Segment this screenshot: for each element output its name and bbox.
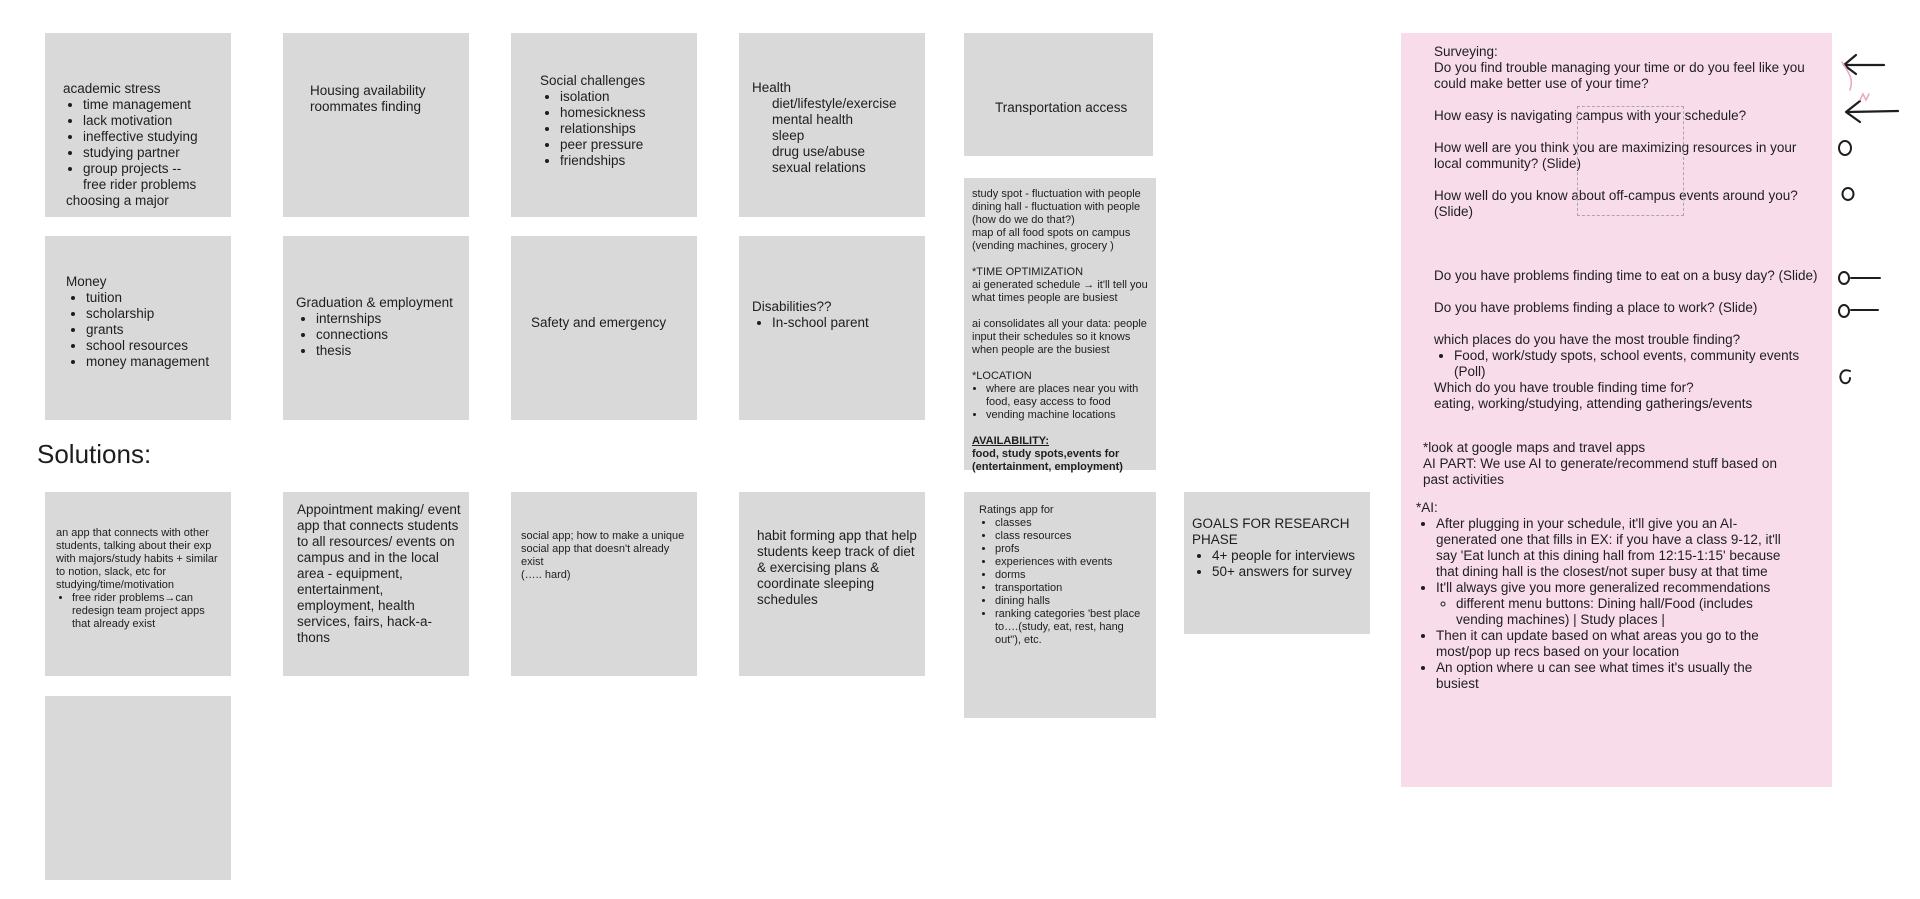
note-line: AI PART: We use AI to generate/recommend stuff based on past activities (1423, 456, 1777, 487)
note-section-title: *LOCATION (972, 370, 1032, 382)
note-solution-appointment-app[interactable] (283, 492, 469, 676)
note-money[interactable] (45, 236, 231, 420)
list-item: • studying partner (83, 145, 229, 161)
list-item: • Food, work/study spots, school events, community events (Poll) (1454, 348, 1829, 380)
list-item: • time management (83, 97, 229, 113)
note-line: ai generated schedule → it'll tell you what times people are busiest (972, 279, 1148, 304)
note-social-challenges[interactable] (511, 33, 697, 217)
note-title: Graduation & employment (296, 295, 453, 310)
list-item: • profs (995, 543, 1151, 556)
note-ideas[interactable] (964, 178, 1156, 473)
note-line: *look at google maps and travel apps (1423, 440, 1646, 455)
note-extra: choosing a major (66, 193, 169, 208)
list-item: • school resources (86, 338, 209, 354)
list-item-continued: free rider problems (83, 177, 197, 192)
note-line: map of all food spots on campus (vending machines, grocery ) (972, 227, 1131, 252)
ai-label: *AI: (1416, 500, 1438, 515)
note-goals[interactable] (1184, 492, 1370, 634)
list-item: • Then it can update based on what areas you go to the most/pop up recs based on your location (1436, 628, 1791, 660)
note-line: study spot - fluctuation with people (972, 188, 1141, 200)
note-line: dining hall - fluctuation with people (how do we do that?) (972, 201, 1141, 226)
note-title: GOALS FOR RESEARCH PHASE (1192, 516, 1350, 547)
note-transportation[interactable] (964, 33, 1153, 156)
circle-dash-icon (1836, 300, 1884, 320)
note-line: (….. hard) (521, 569, 571, 581)
note-title: Disabilities?? (752, 299, 832, 314)
scribble-icon (1838, 60, 1878, 120)
note-line: social app; how to make a unique social app that doesn't already exist (521, 530, 685, 568)
list-item: • where are places near you with food, easy access to food (986, 383, 1152, 409)
list-item: • After plugging in your schedule, it'll give you an AI-generated one that fills in EX: if you have a class 9-12, it'll say 'Eat lunch at this dining hall from 12:15-1:15' because that dining hall is the closest/not super busy at that time (1436, 516, 1791, 580)
note-solution-social-app[interactable] (511, 492, 697, 676)
note-title: Social challenges (540, 73, 646, 88)
survey-question: Do you have problems finding a place to work? (Slide) (1434, 300, 1758, 315)
list-item: • thesis (316, 343, 453, 359)
solutions-heading: Solutions: (37, 439, 152, 469)
list-item: • transportation (995, 582, 1151, 595)
list-item: • money management (86, 354, 209, 370)
survey-question: How well are you think you are maximizing resources in your local community? (Slide) (1434, 140, 1797, 171)
list-item: • free rider problems→can redesign team project apps that already exist (72, 592, 226, 631)
list-item: • ranking categories 'best place to….(study, eat, rest, hang out"), etc. (995, 608, 1151, 647)
circle-mark-icon (1839, 184, 1859, 204)
list-item: • 50+ answers for survey (1212, 564, 1366, 580)
note-solution-peer-app[interactable] (45, 492, 231, 676)
note-graduation[interactable] (283, 236, 469, 420)
availability-text: food, study spots,events for (entertainment, employment) (972, 448, 1123, 473)
survey-question: which places do you have the most trouble finding? (1434, 332, 1741, 347)
list-item: sexual relations (772, 160, 866, 175)
note-title: academic stress (63, 81, 161, 96)
list-item: • experiences with events (995, 556, 1151, 569)
list-item-text: It'll always give you more generalized recommendations (1436, 580, 1771, 595)
note-health[interactable] (739, 33, 925, 217)
list-item: • connections (316, 327, 453, 343)
note-text: habit forming app that help students keep track of diet & exercising plans & coordinate sleeping schedules (757, 528, 917, 607)
note-disabilities[interactable] (739, 236, 925, 420)
survey-question: Do you find trouble managing your time or do you feel like you could make better use of your time? (1434, 60, 1805, 91)
list-item: ◦ different menu buttons: Dining hall/Food (includes vending machines) | Study places | (1456, 596, 1791, 628)
list-item: diet/lifestyle/exercise (772, 96, 897, 111)
availability-title: AVAILABILITY: (972, 435, 1049, 447)
circle-mark-icon (1836, 366, 1856, 388)
list-item: • homesickness (560, 105, 646, 121)
list-item: • tuition (86, 290, 209, 306)
list-item: • lack motivation (83, 113, 229, 129)
survey-question: Which do you have trouble finding time for? (1434, 380, 1694, 395)
list-item: • An option where u can see what times it's usually the busiest (1436, 660, 1791, 692)
list-item: • vending machine locations (986, 409, 1152, 422)
note-solution-habit-app[interactable] (739, 492, 925, 676)
note-text: Safety and emergency (531, 315, 667, 330)
list-item: • relationships (560, 121, 646, 137)
note-empty[interactable] (45, 696, 231, 880)
note-line: ai consolidates all your data: people input their schedules so it knows when people are the busiest (972, 318, 1147, 356)
circle-mark-icon (1836, 137, 1856, 159)
note-title: Money (66, 274, 107, 289)
note-academic-stress[interactable] (45, 33, 231, 217)
list-item: • group projects -- (83, 161, 229, 177)
list-item: • classes (995, 517, 1151, 530)
note-text: an app that connects with other students, talking about their exp with majors/study habits + similar to notion, slack, etc for studying/time/motivation (56, 527, 218, 591)
list-item: mental health (772, 112, 854, 127)
list-item: • grants (86, 322, 209, 338)
note-text: Appointment making/ event app that connects students to all resources/ events on campus and in the local area - equipment, entertainment, employment, health services, fairs, hack-a-thons (297, 502, 461, 645)
note-safety[interactable] (511, 236, 697, 420)
survey-question: How easy is navigating campus with your schedule? (1434, 108, 1747, 123)
note-title: Ratings app for (979, 504, 1054, 516)
survey-question: How well do you know about off-campus events around you? (Slide) (1434, 188, 1798, 219)
note-line: Housing availability (310, 83, 426, 98)
list-item: • dining halls (995, 595, 1151, 608)
list-item: sleep (772, 128, 805, 143)
note-title: Health (752, 80, 792, 95)
note-line: roommates finding (310, 99, 422, 114)
list-item (1436, 580, 1791, 628)
note-housing[interactable] (283, 33, 469, 217)
list-item: drug use/abuse (772, 144, 866, 159)
list-item: • friendships (560, 153, 646, 169)
note-section-title: *TIME OPTIMIZATION (972, 266, 1084, 278)
list-item: • class resources (995, 530, 1151, 543)
list-item: • dorms (995, 569, 1151, 582)
survey-label: Surveying: (1434, 44, 1498, 59)
circle-dash-icon (1836, 268, 1884, 288)
list-item: • scholarship (86, 306, 209, 322)
list-item: • internships (316, 311, 453, 327)
list-item: • peer pressure (560, 137, 646, 153)
note-text: Transportation access (995, 100, 1128, 115)
list-item: • isolation (560, 89, 646, 105)
list-item: • ineffective studying (83, 129, 229, 145)
note-solution-ratings-app[interactable] (964, 492, 1156, 718)
survey-question: Do you have problems finding time to eat on a busy day? (Slide) (1434, 268, 1818, 283)
selection-box[interactable] (1577, 106, 1684, 216)
survey-answer: eating, working/studying, attending gatherings/events (1434, 396, 1753, 411)
list-item: • 4+ people for interviews (1212, 548, 1366, 564)
list-item: • In-school parent (772, 315, 869, 331)
